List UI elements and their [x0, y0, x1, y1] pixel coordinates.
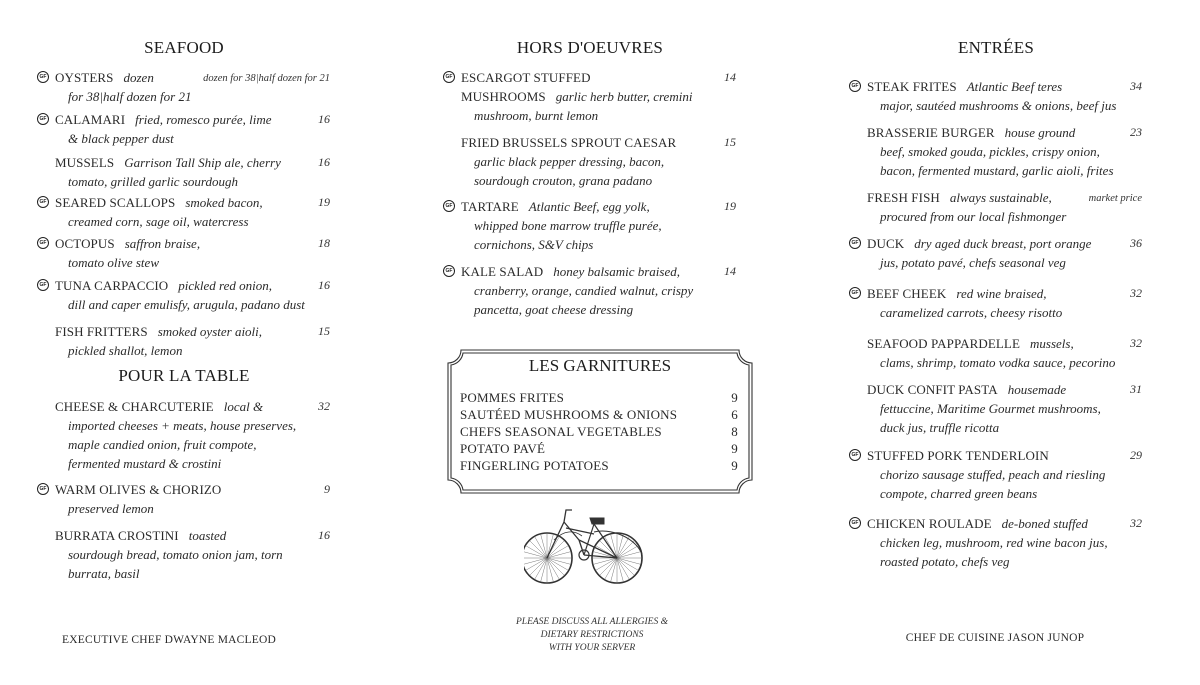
menu-item	[440, 197, 740, 254]
menu-item-description: dill and caper emulisfy, arugula, padano dust	[68, 297, 305, 312]
garniture-name: CHEFS SEASONAL VEGETABLES	[460, 424, 662, 439]
menu-item-heading	[34, 68, 334, 87]
menu-item-name: FISH FRITTERS	[55, 324, 148, 339]
menu-item-price: 16	[318, 155, 330, 169]
menu-item-price: 18	[318, 236, 330, 250]
menu-item-name: OYSTERS	[55, 70, 114, 85]
menu-item-name: TUNA CARPACCIO	[55, 278, 169, 293]
menu-item-description: cornichons, S&V chips	[474, 237, 594, 252]
garniture-name: POMMES FRITES	[460, 390, 565, 405]
menu-item-price: market price	[1088, 193, 1142, 204]
menu-item-heading	[846, 514, 1146, 533]
menu-item-description: fried, romesco purée, lime	[135, 112, 272, 127]
menu-item-description: imported cheeses + meats, house preserves,	[68, 418, 297, 433]
menu-item-price: 15	[724, 135, 736, 149]
menu-item-description: garlic herb butter, cremini	[555, 89, 693, 104]
menu-item-heading	[34, 322, 334, 341]
menu-item-description: maple candied onion, fruit compote,	[68, 437, 257, 452]
menu-item-description: caramelized carrots, cheesy risotto	[880, 305, 1063, 320]
wheel-spoke	[594, 558, 617, 564]
menu-item-price: 19	[724, 199, 736, 213]
menu-item-price: 31	[1130, 382, 1142, 396]
menu-item-description: garlic black pepper dressing, bacon,	[474, 154, 665, 169]
menu-item-name: WARM OLIVES & CHORIZO	[55, 482, 222, 497]
menu-item-name: MUSHROOMS	[461, 89, 546, 104]
menu-item	[34, 322, 334, 360]
menu-item-name: SEARED SCALLOPS	[55, 195, 176, 210]
menu-item	[34, 68, 334, 106]
menu-item-name: MUSSELS	[55, 155, 115, 170]
menu-item	[34, 526, 334, 583]
menu-item-description: roasted potato, chefs veg	[880, 554, 1010, 569]
menu-item	[440, 262, 740, 319]
menu-item-price: 16	[318, 112, 330, 126]
menu-item	[34, 110, 334, 148]
menu-item-heading	[846, 123, 1146, 142]
menu-item	[440, 133, 740, 190]
gluten-free-icon: GF	[443, 200, 455, 212]
menu-item-description: housemade	[1007, 382, 1067, 397]
gluten-free-icon: GF	[443, 265, 455, 277]
gluten-free-icon: GF	[849, 517, 861, 529]
menu-item-heading	[34, 276, 334, 295]
menu-item-description: Atlantic Beef teres	[966, 79, 1063, 94]
menu-item-description: compote, charred green beans	[880, 486, 1038, 501]
menu-item-description: beef, smoked gouda, pickles, crispy onion,	[880, 144, 1100, 159]
menu-item	[34, 276, 334, 314]
menu-item-description: duck jus, truffle ricotta	[880, 420, 1000, 435]
section-title-hors-doeuvres: HORS D'OEUVRES	[516, 38, 664, 57]
menu-item	[34, 234, 334, 272]
menu-item-description: smoked bacon,	[185, 195, 263, 210]
wheel-spoke	[547, 552, 570, 558]
menu-item-description: burrata, basil	[68, 566, 140, 581]
menu-item	[34, 153, 334, 191]
menu-item-name: DUCK CONFIT PASTA	[867, 382, 998, 397]
menu-item-name: DUCK	[867, 236, 905, 251]
menu-item-description: sourdough bread, tomato onion jam, torn	[68, 547, 283, 562]
menu-item	[846, 446, 1146, 503]
menu-item-description: toasted	[188, 528, 227, 543]
menu-item	[846, 234, 1146, 272]
menu-item-name: TARTARE	[461, 199, 519, 214]
menu-item-heading	[846, 380, 1146, 399]
menu-item-description: chicken leg, mushroom, red wine bacon jus,	[880, 535, 1108, 550]
menu-item-description: Garrison Tall Ship ale, cherry	[124, 155, 281, 170]
gluten-free-icon: GF	[37, 279, 49, 291]
menu-item	[846, 284, 1146, 322]
wheel-spoke	[541, 535, 547, 558]
menu-item-description: tomato, grilled garlic sourdough	[68, 174, 238, 189]
gluten-free-icon: GF	[849, 80, 861, 92]
menu-item-price: 14	[724, 264, 736, 278]
menu-item-heading	[34, 234, 334, 253]
menu-item-name: CHEESE & CHARCUTERIE	[55, 399, 214, 414]
menu-item	[846, 188, 1146, 226]
menu-item	[846, 334, 1146, 372]
wheel-spoke	[611, 535, 617, 558]
menu-item-description: chorizo sausage stuffed, peach and riesling	[880, 467, 1106, 482]
bicycle-illustration	[524, 500, 644, 592]
allergy-note	[480, 616, 704, 655]
menu-item-price: 32	[1130, 336, 1142, 350]
menu-item-heading	[34, 110, 334, 129]
menu-item-heading	[34, 480, 334, 499]
menu-item-description: sourdough crouton, grana padano	[474, 173, 653, 188]
section-title-entrees: ENTRÉES	[957, 38, 1034, 57]
gluten-free-icon: GF	[37, 237, 49, 249]
wheel-spoke	[547, 558, 553, 581]
menu-item-price: 16	[318, 528, 330, 542]
gluten-free-icon: GF	[849, 287, 861, 299]
menu-item-heading	[846, 334, 1146, 353]
wheel-spoke	[547, 558, 570, 564]
allergy-note-line: WITH YOUR SERVER	[548, 643, 636, 653]
menu-item-description: pickled shallot, lemon	[68, 343, 183, 358]
menu-item-description: pancetta, goat cheese dressing	[474, 302, 634, 317]
garniture-name: POTATO PAVÉ	[460, 441, 546, 456]
wheel-spoke	[617, 558, 640, 564]
menu-item-description: dozen	[123, 70, 154, 85]
menu-item	[34, 480, 334, 518]
menu-item-description: tomato olive stew	[68, 255, 159, 270]
section-title-seafood: SEAFOOD	[144, 38, 224, 57]
menu-item-description: honey balsamic braised,	[553, 264, 680, 279]
menu-item-name: FRESH FISH	[867, 190, 940, 205]
menu-item-price: 14	[724, 70, 736, 84]
wheel-spoke	[617, 552, 640, 558]
gluten-free-icon: GF	[37, 483, 49, 495]
menu-item-name: ESCARGOT STUFFED	[461, 70, 591, 85]
garniture-row	[460, 406, 738, 423]
menu-item-description: de-boned stuffed	[1001, 516, 1088, 531]
garniture-price: 6	[731, 407, 738, 422]
menu-item-description: always sustainable,	[949, 190, 1052, 205]
menu-item	[846, 380, 1146, 437]
menu-item-price: 23	[1130, 125, 1142, 139]
menu-item-price: 15	[318, 324, 330, 338]
menu-item-heading	[440, 68, 740, 87]
menu-item-description: house ground	[1004, 125, 1076, 140]
menu-item-description: dry aged duck breast, port orange	[914, 236, 1092, 251]
menu-item-description: cranberry, orange, candied walnut, crispy	[474, 283, 694, 298]
menu-item	[846, 514, 1146, 571]
menu-item-name: CHICKEN ROULADE	[867, 516, 992, 531]
garniture-row	[460, 389, 738, 406]
menu-item-description: local &	[223, 399, 264, 414]
menu-item-name: OCTOPUS	[55, 236, 115, 251]
menu-item-description: Atlantic Beef, egg yolk,	[528, 199, 650, 214]
menu-item-description: fermented mustard & crostini	[68, 456, 222, 471]
menu-item-heading	[34, 153, 334, 172]
gluten-free-icon: GF	[37, 113, 49, 125]
garniture-row	[460, 457, 738, 474]
garniture-name: SAUTÉED MUSHROOMS & ONIONS	[460, 407, 678, 422]
menu-item-price: 16	[318, 278, 330, 292]
menu-item-heading-continued	[440, 87, 740, 106]
menu-item-name: SEAFOOD PAPPARDELLE	[867, 336, 1021, 351]
menu-item-name: STUFFED PORK TENDERLOIN	[867, 448, 1049, 463]
menu-item-description: red wine braised,	[956, 286, 1047, 301]
garniture-price: 9	[731, 441, 738, 456]
menu-item-description: mushroom, burnt lemon	[474, 108, 599, 123]
menu-item-name: KALE SALAD	[461, 264, 544, 279]
menu-item-name: BURRATA CROSTINI	[55, 528, 179, 543]
garniture-name: FINGERLING POTATOES	[460, 458, 609, 473]
menu-item-heading	[34, 193, 334, 212]
garniture-price: 8	[731, 424, 738, 439]
menu-item-price: dozen for 38|half dozen for 21	[203, 73, 330, 84]
menu-item-name: STEAK FRITES	[867, 79, 957, 94]
section-title-garnitures: LES GARNITURES	[528, 356, 672, 375]
menu-item-description: saffron braise,	[124, 236, 201, 251]
menu-item-description: major, sautéed mushrooms & onions, beef jus	[880, 98, 1117, 113]
menu-item-heading	[846, 446, 1146, 465]
wheel-spoke	[611, 558, 617, 581]
gluten-free-icon: GF	[443, 71, 455, 83]
wheel-spoke	[617, 558, 623, 581]
menu-item	[34, 397, 334, 473]
menu-item-name: CALAMARI	[55, 112, 126, 127]
menu-item-description: bacon, fermented mustard, garlic aioli, frites	[880, 163, 1114, 178]
gluten-free-icon: GF	[37, 71, 49, 83]
menu-item-name: BEEF CHEEK	[867, 286, 947, 301]
menu-item-heading	[440, 262, 740, 281]
menu-item-price: 32	[1130, 286, 1142, 300]
menu-item	[34, 193, 334, 231]
menu-item-price: 9	[324, 482, 330, 496]
menu-item	[846, 77, 1146, 115]
allergy-note-line: PLEASE DISCUSS ALL ALLERGIES &	[515, 617, 668, 627]
menu-item-description: pickled red onion,	[178, 278, 273, 293]
section-title-pour-la-table: POUR LA TABLE	[118, 366, 250, 385]
menu-item-price: 29	[1130, 448, 1142, 462]
menu-item-heading	[440, 133, 740, 152]
chef-de-cuisine-credit: CHEF DE CUISINE JASON JUNOP	[905, 632, 1085, 644]
menu-item-heading	[846, 284, 1146, 303]
gluten-free-icon: GF	[849, 449, 861, 461]
wheel-spoke	[541, 558, 547, 581]
menu-item-heading	[440, 197, 740, 216]
gluten-free-icon: GF	[849, 237, 861, 249]
menu-item-description: creamed corn, sage oil, watercress	[68, 214, 249, 229]
garniture-row	[460, 440, 738, 457]
menu-item-description: whipped bone marrow truffle purée,	[474, 218, 662, 233]
menu-item-description: mussels,	[1030, 336, 1074, 351]
menu-item-heading	[846, 234, 1146, 253]
menu-item-name: FRIED BRUSSELS SPROUT CAESAR	[461, 135, 677, 150]
garniture-price: 9	[731, 390, 738, 405]
menu-item-heading	[846, 77, 1146, 96]
menu-item-heading	[846, 188, 1146, 207]
menu-item-description: preserved lemon	[68, 501, 154, 516]
menu-item-price: 36	[1130, 236, 1142, 250]
menu-item-heading	[34, 397, 334, 416]
menu-item-description: smoked oyster aioli,	[157, 324, 263, 339]
menu-item-description: clams, shrimp, tomato vodka sauce, pecorino	[880, 355, 1116, 370]
menu-item-name: BRASSERIE BURGER	[867, 125, 995, 140]
menu-item	[440, 68, 740, 125]
menu-item-description: jus, potato pavé, chefs seasonal veg	[880, 255, 1066, 270]
garniture-row	[460, 423, 738, 440]
menu-item-description: fettuccine, Maritime Gourmet mushrooms,	[880, 401, 1101, 416]
menu-item-price: 34	[1130, 79, 1142, 93]
garniture-price: 9	[731, 458, 738, 473]
garnitures-list	[460, 389, 738, 474]
menu-item-description: for 38|half dozen for 21	[68, 89, 192, 104]
menu-item	[846, 123, 1146, 180]
menu-item-price: 32	[1130, 516, 1142, 530]
menu-item-heading	[34, 526, 334, 545]
wheel-spoke	[617, 535, 623, 558]
executive-chef-credit: EXECUTIVE CHEF DWAYNE MACLEOD	[62, 634, 276, 646]
menu-item-description: & black pepper dust	[68, 131, 174, 146]
gluten-free-icon: GF	[37, 196, 49, 208]
menu-item-price: 32	[318, 399, 330, 413]
menu-item-description: procured from our local fishmonger	[880, 209, 1067, 224]
allergy-note-line: DIETARY RESTRICTIONS	[540, 630, 644, 640]
menu-item-price: 19	[318, 195, 330, 209]
